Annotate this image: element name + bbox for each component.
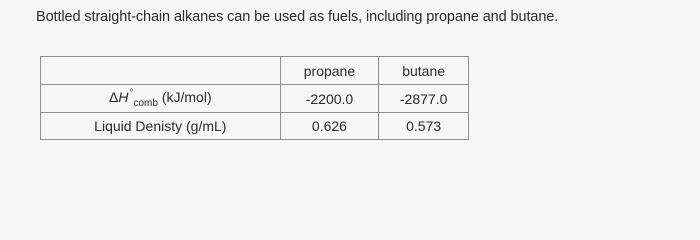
enthalpy-unit: (kJ/mol) — [157, 88, 212, 105]
delta-symbol: Δ — [109, 88, 119, 105]
comb-subscript: comb — [133, 97, 158, 109]
header-butane: butane — [379, 57, 468, 85]
fuel-data-table — [40, 56, 469, 140]
row-label-density: Liquid Denisty (g/mL) — [41, 113, 281, 139]
butane-enthalpy-value: -2877.0 — [379, 85, 468, 113]
table-row — [41, 85, 468, 113]
table-row — [41, 113, 468, 139]
row-label-enthalpy — [41, 85, 281, 113]
header-label-cell — [41, 57, 281, 85]
table-header-row — [41, 57, 468, 85]
intro-text: Bottled straight-chain alkanes can be used as fuels, including propane and butane. — [36, 9, 559, 25]
butane-density-value: 0.573 — [406, 118, 442, 134]
propane-density-value: 0.626 — [281, 113, 380, 139]
standard-degree-mark: ° — [129, 88, 134, 100]
propane-enthalpy-value: -2200.0 — [281, 85, 380, 113]
header-propane: propane — [281, 57, 380, 85]
enthalpy-symbol: H — [118, 88, 129, 105]
